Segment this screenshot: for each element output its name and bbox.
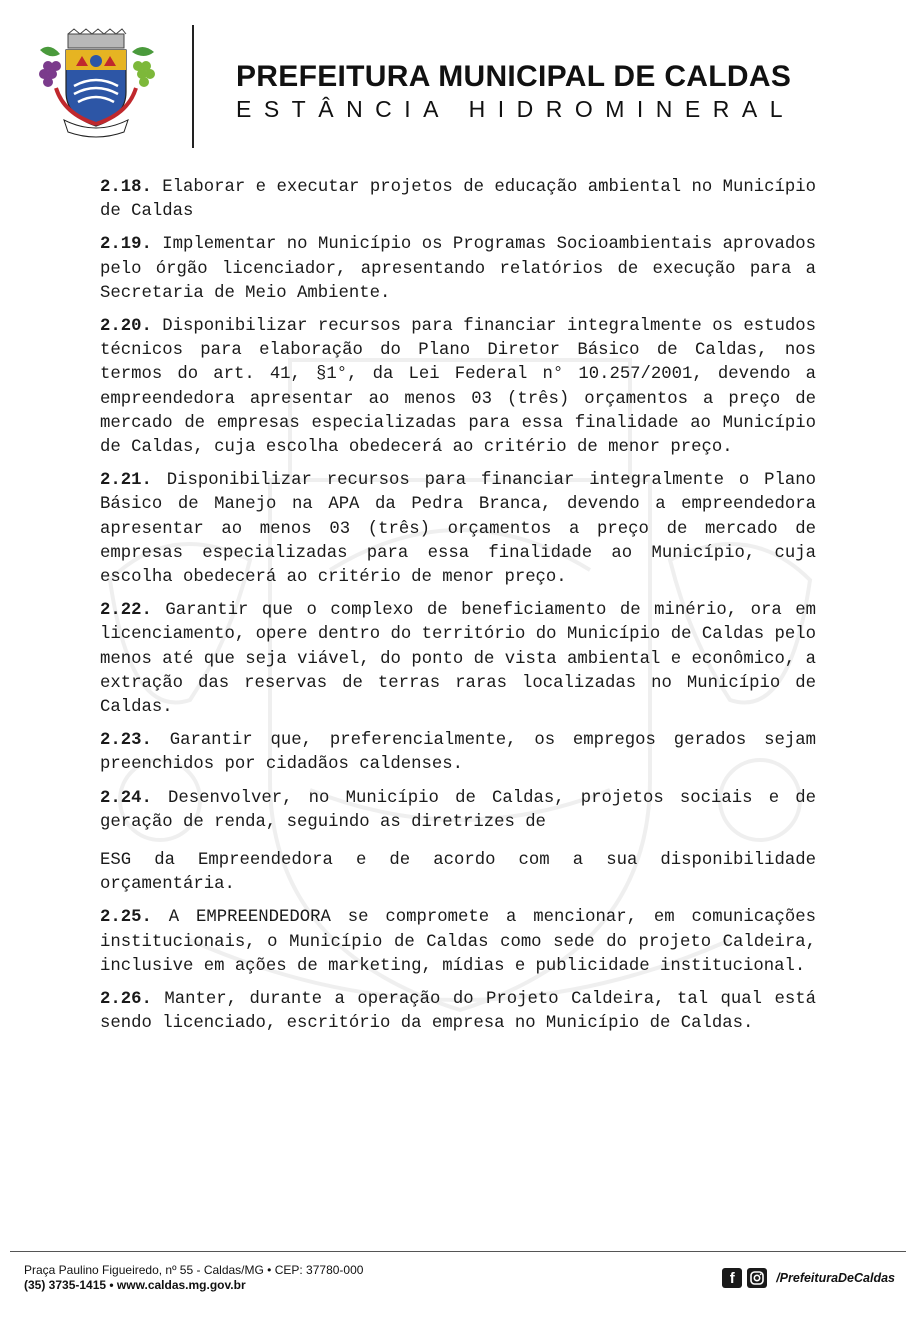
clause-number: 2.25. [100,908,152,928]
clause-number: 2.21. [100,471,152,491]
clause-number: 2.20. [100,317,152,337]
clause-number: 2.24. [100,788,152,808]
footer-divider [10,1251,906,1252]
page-header [0,0,921,160]
clause-2-23 [100,729,816,777]
clause-number: 2.23. [100,731,152,751]
clause-2-18 [100,176,816,224]
clause-number: 2.26. [100,990,152,1010]
clause-text: Desenvolver, no Município de Caldas, projetos sociais e de geração de renda, seguindo as diretrizes de [100,788,816,832]
clause-number: 2.19. [100,235,152,255]
clause-text: Disponibilizar recursos para financiar integralmente o Plano Básico de Manejo na APA da Pedra Branca, devendo a empreendedora apresentar ao menos 03 (três) orçamentos a preço de mercado de empresas especializadas para essa finalidade ao Município, cuja escolha obedecerá ao critério de menor preço. [100,471,816,588]
page-subtitle: ESTÂNCIA HIDROMINERAL [236,96,795,122]
instagram-icon [747,1268,767,1288]
footer-phone-website: (35) 3735-1415 • www.caldas.mg.gov.br [24,1278,246,1292]
clause-2-24 [100,787,816,835]
grapes-left-icon [39,47,61,87]
clause-text: Implementar no Município os Programas Socioambientais aprovados pelo órgão licenciador, apresentando relatórios de execução para a Secretaria de Meio Ambiente. [100,235,816,303]
clause-2-20 [100,315,816,460]
clause-2-19 [100,233,816,306]
header-divider [192,25,194,148]
footer-social [722,1268,895,1288]
facebook-icon: f [722,1268,742,1288]
clause-2-25 [100,906,816,979]
clause-text: A EMPREENDEDORA se compromete a mencionar, em comunicações institucionais, o Município de Caldas como sede do projeto Caldeira, inclusive em ações de marketing, mídias e publicidade institucional. [100,908,816,976]
clause-2-22 [100,599,816,720]
clause-text: Garantir que, preferencialmente, os empregos gerados sejam preenchidos por cidadãos caldenses. [100,731,816,775]
footer-address: Praça Paulino Figueiredo, nº 55 - Caldas/MG • CEP: 37780-000 [24,1263,364,1277]
grapes-right-icon [132,47,155,87]
clause-2-26 [100,988,816,1036]
clause-number: 2.22. [100,601,152,621]
clause-2-21 [100,469,816,590]
municipal-crest-logo [34,28,158,138]
clause-2-24-continuation: ESG da Empreendedora e de acordo com a sua disponibilidade orçamentária. [100,851,816,895]
clause-text: Disponibilizar recursos para financiar integralmente os estudos técnicos para elaboração do Plano Diretor Básico de Caldas, nos termos do art. 41, §1°, da Lei Federal n° 10.257/2001, devendo a empreendedora apresentar ao menos 03 (três) orçamentos a preço de mercado de empresas especializadas para essa finalidade ao Município de Caldas, cuja escolha obedecerá ao critério de menor preço. [100,317,816,458]
clause-text: Garantir que o complexo de beneficiamento de minério, ora em licenciamento, opere dentro do território do Município de Caldas pelo menos até que seja viável, do ponto de vista ambiental e econômico, a extração das reservas de terras raras localizadas no Município de Caldas. [100,601,816,718]
clause-text: Elaborar e executar projetos de educação ambiental no Município de Caldas [100,178,816,222]
page-title: PREFEITURA MUNICIPAL DE CALDAS [236,60,792,93]
social-handle: /PrefeituraDeCaldas [776,1271,895,1285]
clause-text: Manter, durante a operação do Projeto Caldeira, tal qual está sendo licenciado, escritório da empresa no Município de Caldas. [100,990,816,1034]
clause-number: 2.18. [100,178,152,197]
footer-contact-block [24,1263,363,1293]
document-body [100,176,816,1046]
